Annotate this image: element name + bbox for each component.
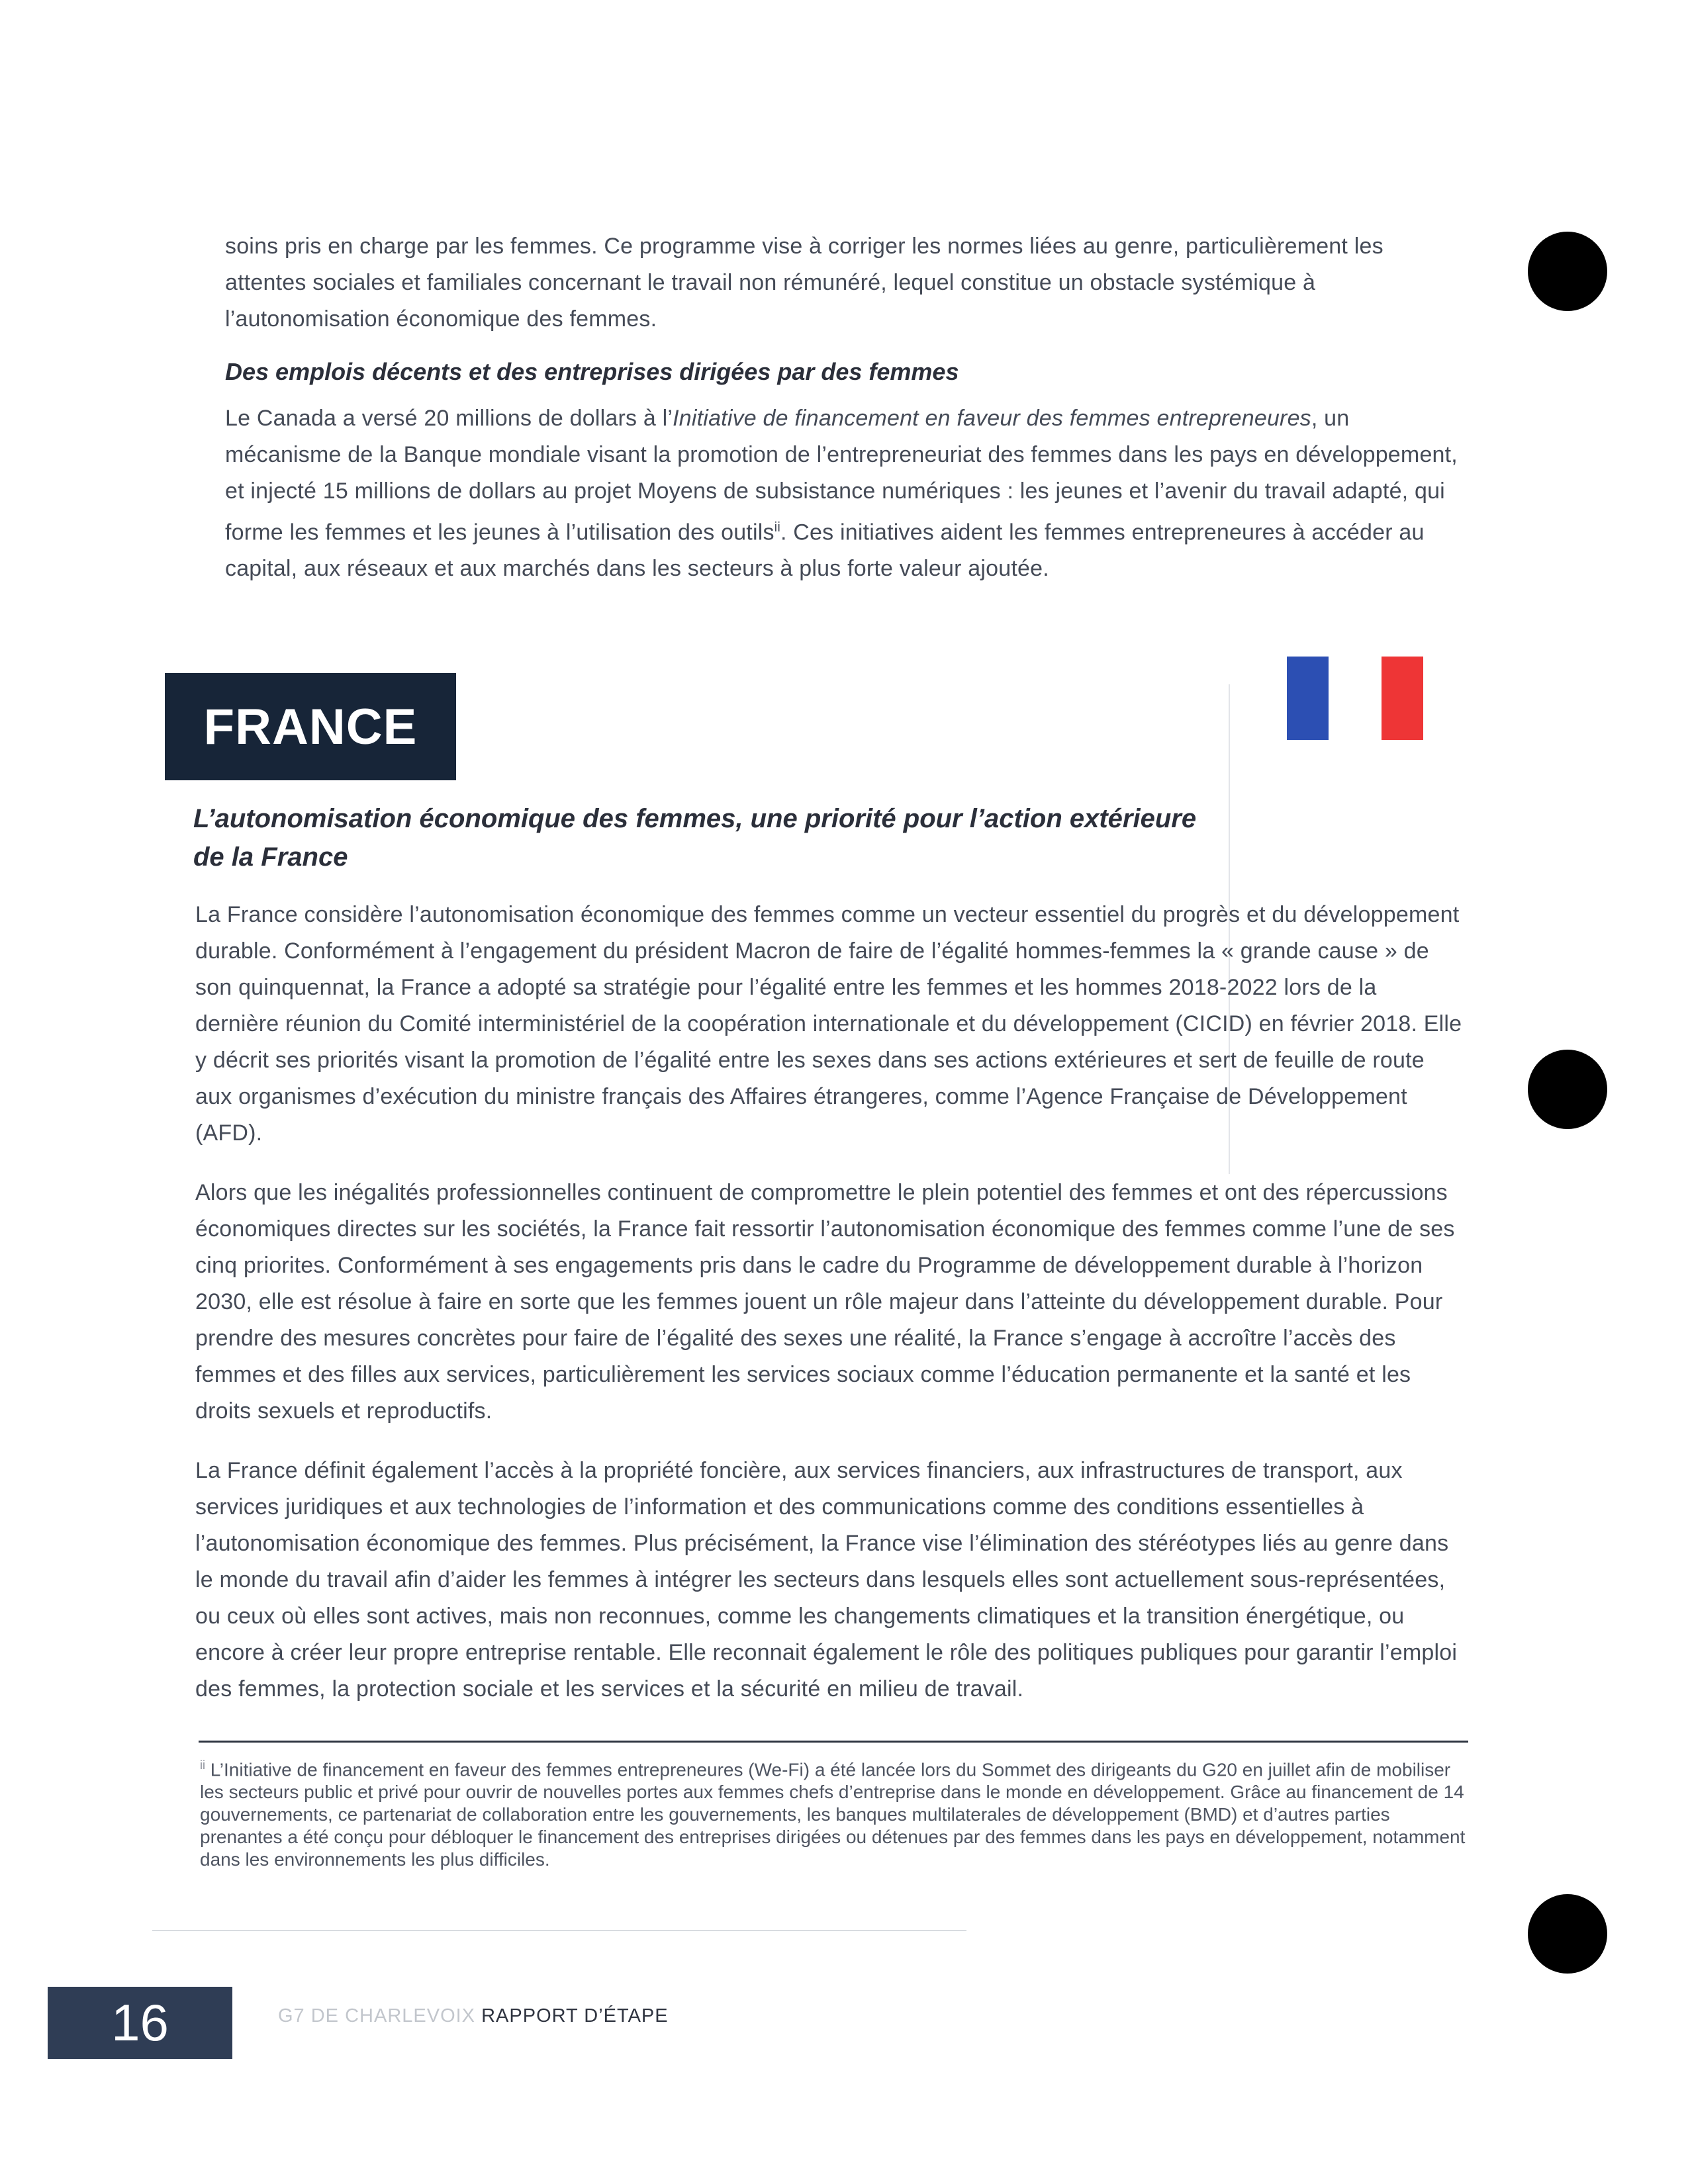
binder-punch-hole-bottom [1528, 1894, 1607, 1974]
footnote-bottom-rule [152, 1930, 966, 1931]
canada-funding-text-b: , un mécanisme de la Banque mondiale visant la promotion de l’entrepreneuriat des femmes dans les pays en développement, et injecté 15 millions de dollars au projet Moyens de subsistance numériques : les jeunes et l’avenir du travail adapté, qui forme les femmes et les jeunes à l’utilisation des outils [225, 406, 1458, 545]
publication-title [278, 2005, 669, 2027]
binder-punch-hole-top [1528, 232, 1607, 311]
publication-title-light: G7 DE CHARLEVOIX [278, 2005, 482, 2026]
page-number: 16 [111, 1993, 169, 2052]
france-paragraph-3: La France définit également l’accès à la propriété foncière, aux services financiers, aux infrastructures de transport, aux services juridiques et aux technologies de l’information et des communications comme des conditions essentielles à l’autonomisation économique des femmes. Plus précisément, la France vise l’élimination des stéréotypes liés au genre dans le monde du travail afin d’aider les femmes à intégrer les secteurs dans lesquels elles sont actuellement sous-représentées, ou ceux où elles sont actives, mais non reconnues, comme les changements climatiques et la transition énergétique, ou encore à créer leur propre entreprise rentable. Elle reconnait également le rôle des politiques publiques pour garantir l’emploi des femmes, la protection sociale et les services et la sécurité en milieu de travail. [195, 1458, 1458, 1702]
france-paragraph-2: Alors que les inégalités professionnelles continuent de compromettre le plein potentiel des femmes et ont des répercussions économiques directes sur les sociétés, la France fait ressortir l’autonomisation économique des femmes comme l’une de ses cinq priorites. Conformément à ses engagements pris dans le cadre du Programme de développement durable à l’horizon 2030, elle est résolue à faire en sorte que les femmes jouent un rôle majeur dans l’atteinte du développement durable. Pour prendre des mesures concrètes pour faire de l’égalité des sexes une réalité, la France s’engage à accroître l’accès des femmes et des filles aux services, particulièrement les services sociaux comme l’éducation permanente et la santé et les droits sexuels et reproductifs. [195, 1180, 1455, 1424]
flag-red-stripe [1382, 657, 1423, 740]
canada-funding-paragraph [225, 400, 1463, 587]
canada-funding-text-a: Le Canada a versé 20 millions de dollars à l’ [225, 406, 673, 431]
flag-blue-stripe [1287, 657, 1329, 740]
we-fi-initiative-title: Initiative de financement en faveur des femmes entrepreneures [673, 406, 1311, 431]
footnote-reference[interactable]: ii [774, 520, 780, 535]
canada-intro-paragraph: soins pris en charge par les femmes. Ce programme vise à corriger les normes liées au genre, particulièrement les attentes sociales et familiales concernant le travail non rémunéré, lequel constitue un obstacle systémique à l’autonomisation économique des femmes. [225, 234, 1383, 332]
footnote [200, 1754, 1468, 1871]
france-label-text: FRANCE [203, 698, 418, 755]
footnote-divider [199, 1741, 1468, 1743]
canada-funding-text-c: . Ces initiatives aident les femmes entrepreneures à accéder au capital, aux réseaux et aux marchés dans les secteurs à plus forte valeur ajoutée. [225, 520, 1425, 582]
france-subheading: L’autonomisation économique des femmes, une priorité pour l’action extérieure de la France [193, 804, 1197, 872]
publication-title-dark: RAPPORT D’ÉTAPE [481, 2005, 669, 2026]
france-paragraph-1: La France considère l’autonomisation économique des femmes comme un vecteur essentiel du progrès et du développement durable. Conformément à l’engagement du président Macron de faire de l’égalité hommes-femmes la « grande cause » de son quinquennat, la France a adopté sa stratégie pour l’égalité entre les femmes et les hommes 2018-2022 lors de la dernière réunion du Comité interministériel de la coopération internationale et du développement (CICID) en février 2018. Elle y décrit ses priorités visant la promotion de l’égalité entre les sexes dans ses actions extérieures et sert de feuille de route aux organismes d’exécution du ministre français des Affaires étrangeres, comme l’Agence Française de Développement (AFD). [195, 902, 1462, 1146]
footnote-marker: ii [200, 1758, 205, 1772]
page-number-box [48, 1987, 232, 2059]
binder-punch-hole-middle [1528, 1050, 1607, 1129]
canada-subheading: Des emplois décents et des entreprises dirigées par des femmes [225, 358, 959, 385]
footnote-text: L’Initiative de financement en faveur des femmes entrepreneures (We-Fi) a été lancée lors du Sommet des dirigeants du G20 en juillet afin de mobiliser les secteurs public et privé pour ouvrir de nouvelles portes aux femmes chefs d’entreprise dans le monde en développement. Grâce au financement de 14 gouvernements, ce partenariat de collaboration entre les gouvernements, les banques multilaterales de développement (BMD) et d’autres parties prenantes a été conçu pour débloquer le financement des entreprises dirigées ou détenues par des femmes dans les pays en développement, notamment dans les environnements les plus difficiles. [200, 1759, 1466, 1870]
france-section-label [165, 673, 456, 780]
